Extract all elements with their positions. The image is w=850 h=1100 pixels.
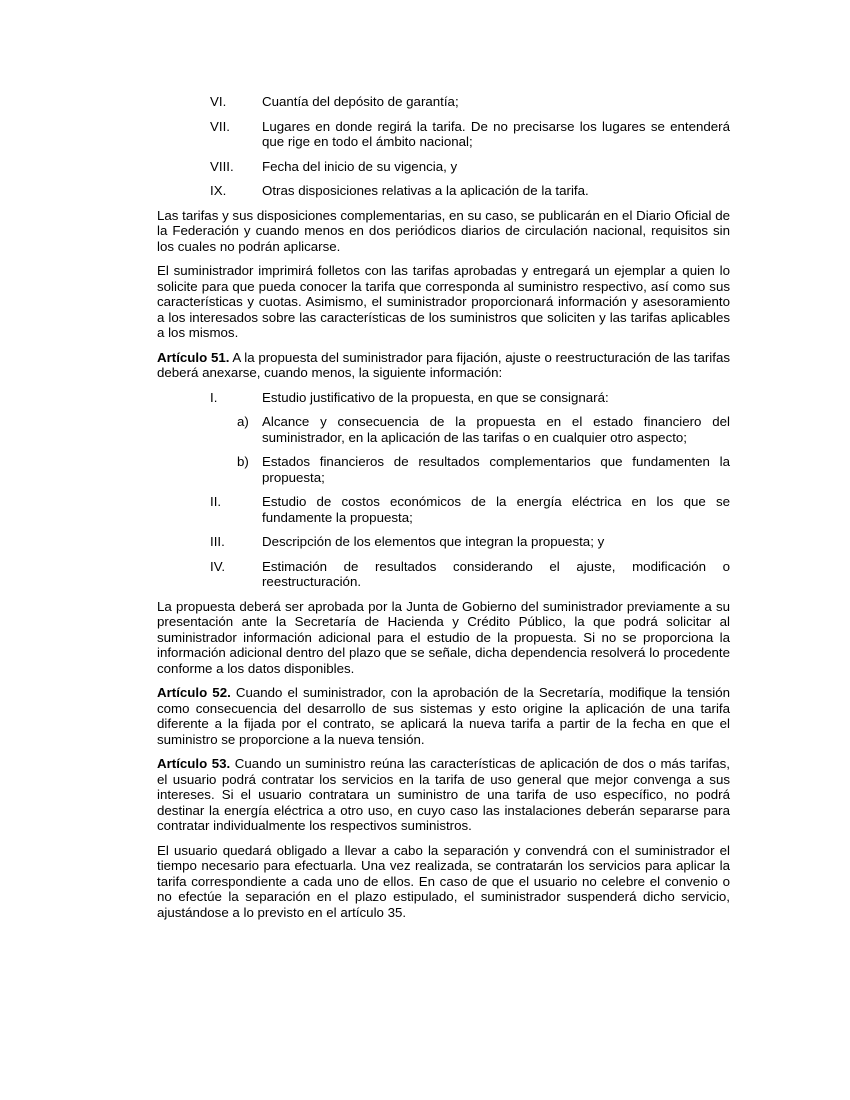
list-item-b [157,454,730,485]
list-item-text: Estimación de resultados considerando el ajuste, modificación o reestructuración. [262,558,730,589]
article-52-text: Cuando el suministrador, con la aprobación de la Secretaría, modifique la tensión como consecuencia del desarrollo de sus sistemas y esto origine la aplicación de una tarifa diferente a la fijada por el contrato, se aplicará la nueva tarifa a partir de la fecha en que el suministro se proporcione a la nueva tensión. [157,685,730,747]
list-number: IV. [210,558,226,574]
list-number: VII. [210,118,230,134]
list-item-text: Lugares en donde regirá la tarifa. De no precisarse los lugares se entenderá que rige en todo el ámbito nacional; [262,118,730,149]
list-number: II. [210,494,222,509]
list-letter: b) [237,454,249,469]
list-item-text: Alcance y consecuencia de la propuesta en el estado financiero del suministrador, en la aplicación de las tarifas o en cualquier otro aspecto; [262,414,730,445]
list-item-viii [157,159,730,175]
list-item-iii [157,534,730,550]
list-number: VIII. [210,158,234,174]
article-51-text: A la propuesta del suministrador para fijación, ajuste o reestructuración de las tarifas deberá anexarse, cuando menos, la siguiente información: [157,349,731,380]
article-52-label: Artículo 52. [157,685,231,700]
paragraph-propuesta: La propuesta deberá ser aprobada por la Junta de Gobierno del suministrador previamente a su presentación ante la Secretaría de Hacienda y Crédito Público, la que podrá solicitar al suministrador información adicional para el estudio de la propuesta. Si no se proporciona la información adicional dentro del plazo que se señale, dicha dependencia resolverá lo procedente conforme a los datos disponibles. [157,598,730,676]
list-item-text: Estados financieros de resultados complementarios que fundamenten la propuesta; [262,454,730,485]
article-53-label: Artículo 53. [157,756,231,771]
list-number: IX. [210,183,227,198]
list-item-ii [157,494,730,525]
paragraph-folletos: El suministrador imprimirá folletos con las tarifas aprobadas y entregará un ejemplar a quien lo solicite para que pueda conocer la tarifa que corresponda al suministro respectivo, así como sus características y cuotas. Asimismo, el suministrador proporcionará información y asesoramiento a los interesados sobre las características de los suministros que soliciten y las tarifas aplicables a los mismos. [157,263,730,340]
list-item-text: Fecha del inicio de su vigencia, y [262,158,458,174]
list-number: VI. [210,94,227,109]
paragraph-tarifas: Las tarifas y sus disposiciones complementarias, en su caso, se publicarán en el Diario Oficial de la Federación y cuando menos en dos periódicos diarios de circulación nacional, requisitos sin los cuales no podrán aplicarse. [157,207,730,254]
list-number: I. [210,389,218,405]
list-item-text: Estudio justificativo de la propuesta, en que se consignará: [262,389,609,405]
list-item-ix [157,183,730,199]
paragraph-usuario: El usuario quedará obligado a llevar a cabo la separación y convendrá con el suministrador el tiempo necesario para efectuarla. Una vez realizada, se contratarán los servicios para aplicar la tarifa correspondiente a cada uno de ellos. En caso de que el usuario no celebre el convenio o no efectúe la separación en el plazo estipulado, el suministrador suspenderá dicho servicio, ajustándose a lo previsto en el artículo 35. [157,842,730,920]
list-item-text: Estudio de costos económicos de la energía eléctrica en los que se fundamente la propuesta; [262,494,730,525]
list-item-vi [157,94,730,110]
paragraph-articulo-51 [157,350,730,381]
list-item-text: Descripción de los elementos que integran la propuesta; y [262,534,605,549]
paragraph-articulo-52 [157,685,730,747]
list-item-text: Cuantía del depósito de garantía; [262,94,459,109]
list-number: III. [210,534,225,549]
article-53-text: Cuando un suministro reúna las características de aplicación de dos o más tarifas, el usuario podrá contratar los servicios en la tarifa de uso general que mejor convenga a sus intereses. Si el usuario contratara un suministro de una tarifa de uso específico, no podrá destinar la energía eléctrica a otro uso, en cuyo caso las instalaciones deberán separarse para contratar individualmente los respectivos suministros. [157,756,730,833]
document-content [157,94,730,929]
list-letter: a) [237,414,249,429]
list-item-i [157,390,730,406]
list-item-vii [157,119,730,150]
paragraph-articulo-53 [157,756,730,834]
list-item-text: Otras disposiciones relativas a la aplicación de la tarifa. [262,183,589,198]
list-item-iv [157,559,730,590]
list-item-a [157,414,730,445]
article-51-label: Artículo 51. [157,349,230,365]
